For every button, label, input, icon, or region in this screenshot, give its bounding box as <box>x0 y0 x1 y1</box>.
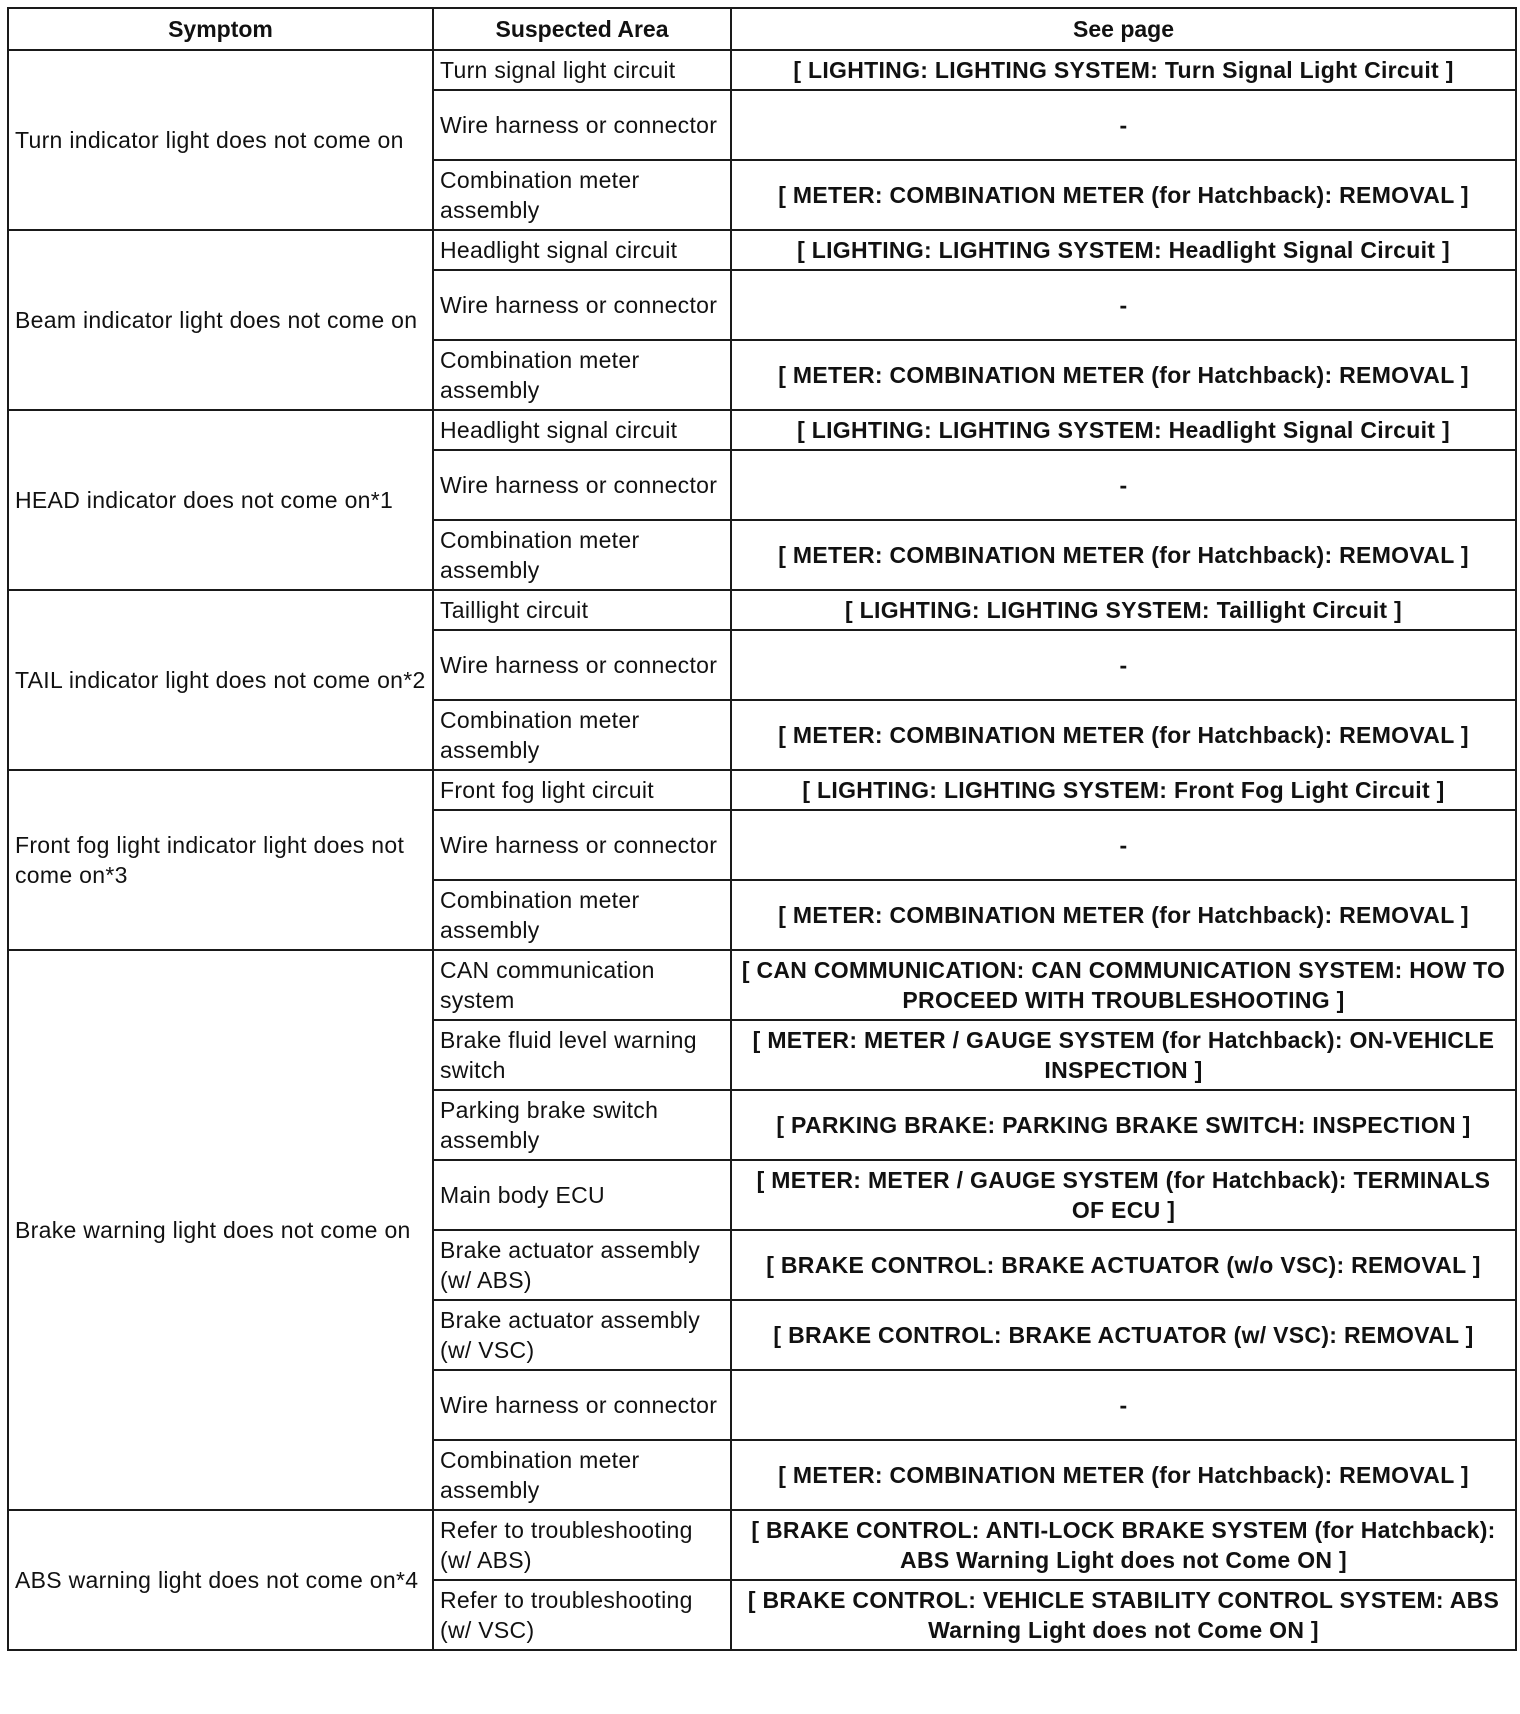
see-page-cell: - <box>731 810 1516 880</box>
suspected-area-cell: Taillight circuit <box>433 590 731 630</box>
suspected-area-cell: Brake actuator assembly (w/ ABS) <box>433 1230 731 1300</box>
see-page-link[interactable]: [ BRAKE CONTROL: VEHICLE STABILITY CONTROL SYSTEM: ABS Warning Light does not Come ON ] <box>731 1580 1516 1650</box>
symptom-cell: Brake warning light does not come on <box>8 950 433 1510</box>
suspected-area-cell: Main body ECU <box>433 1160 731 1230</box>
suspected-area-cell: Combination meter assembly <box>433 340 731 410</box>
see-page-link[interactable]: [ LIGHTING: LIGHTING SYSTEM: Headlight Signal Circuit ] <box>731 230 1516 270</box>
suspected-area-cell: Front fog light circuit <box>433 770 731 810</box>
table-row <box>8 230 1516 270</box>
see-page-link[interactable]: [ METER: METER / GAUGE SYSTEM (for Hatchback): TERMINALS OF ECU ] <box>731 1160 1516 1230</box>
table-row <box>8 770 1516 810</box>
suspected-area-cell: Wire harness or connector <box>433 1370 731 1440</box>
suspected-area-cell: Combination meter assembly <box>433 880 731 950</box>
symptom-cell: Front fog light indicator light does not come on*3 <box>8 770 433 950</box>
troubleshooting-table <box>7 7 1517 1651</box>
suspected-area-cell: CAN communication system <box>433 950 731 1020</box>
suspected-area-cell: Turn signal light circuit <box>433 50 731 90</box>
see-page-cell: - <box>731 450 1516 520</box>
symptom-cell: ABS warning light does not come on*4 <box>8 1510 433 1650</box>
table-row <box>8 50 1516 90</box>
suspected-area-cell: Combination meter assembly <box>433 700 731 770</box>
see-page-link[interactable]: [ METER: COMBINATION METER (for Hatchback): REMOVAL ] <box>731 520 1516 590</box>
see-page-link[interactable]: [ METER: COMBINATION METER (for Hatchback): REMOVAL ] <box>731 340 1516 410</box>
see-page-link[interactable]: [ METER: COMBINATION METER (for Hatchback): REMOVAL ] <box>731 1440 1516 1510</box>
see-page-cell: - <box>731 270 1516 340</box>
suspected-area-cell: Wire harness or connector <box>433 450 731 520</box>
suspected-area-cell: Wire harness or connector <box>433 90 731 160</box>
table-row <box>8 950 1516 1020</box>
header-row <box>8 8 1516 50</box>
suspected-area-cell: Refer to troubleshooting (w/ ABS) <box>433 1510 731 1580</box>
see-page-cell: - <box>731 630 1516 700</box>
see-page-link[interactable]: [ METER: COMBINATION METER (for Hatchback): REMOVAL ] <box>731 880 1516 950</box>
see-page-link[interactable]: [ LIGHTING: LIGHTING SYSTEM: Headlight Signal Circuit ] <box>731 410 1516 450</box>
see-page-link[interactable]: [ BRAKE CONTROL: BRAKE ACTUATOR (w/ VSC): REMOVAL ] <box>731 1300 1516 1370</box>
see-page-link[interactable]: [ CAN COMMUNICATION: CAN COMMUNICATION SYSTEM: HOW TO PROCEED WITH TROUBLESHOOTING ] <box>731 950 1516 1020</box>
see-page-cell: - <box>731 90 1516 160</box>
symptom-cell: Turn indicator light does not come on <box>8 50 433 230</box>
header-symptom: Symptom <box>8 8 433 50</box>
table-row <box>8 1510 1516 1580</box>
suspected-area-cell: Headlight signal circuit <box>433 410 731 450</box>
suspected-area-cell: Wire harness or connector <box>433 270 731 340</box>
symptom-cell: Beam indicator light does not come on <box>8 230 433 410</box>
see-page-link[interactable]: [ PARKING BRAKE: PARKING BRAKE SWITCH: INSPECTION ] <box>731 1090 1516 1160</box>
see-page-link[interactable]: [ METER: COMBINATION METER (for Hatchback): REMOVAL ] <box>731 700 1516 770</box>
suspected-area-cell: Wire harness or connector <box>433 630 731 700</box>
see-page-cell: - <box>731 1370 1516 1440</box>
see-page-link[interactable]: [ BRAKE CONTROL: BRAKE ACTUATOR (w/o VSC): REMOVAL ] <box>731 1230 1516 1300</box>
suspected-area-cell: Brake fluid level warning switch <box>433 1020 731 1090</box>
symptom-cell: HEAD indicator does not come on*1 <box>8 410 433 590</box>
suspected-area-cell: Refer to troubleshooting (w/ VSC) <box>433 1580 731 1650</box>
header-suspected-area: Suspected Area <box>433 8 731 50</box>
see-page-link[interactable]: [ METER: METER / GAUGE SYSTEM (for Hatchback): ON-VEHICLE INSPECTION ] <box>731 1020 1516 1090</box>
suspected-area-cell: Combination meter assembly <box>433 160 731 230</box>
suspected-area-cell: Headlight signal circuit <box>433 230 731 270</box>
suspected-area-cell: Combination meter assembly <box>433 1440 731 1510</box>
header-see-page: See page <box>731 8 1516 50</box>
see-page-link[interactable]: [ BRAKE CONTROL: ANTI-LOCK BRAKE SYSTEM (for Hatchback): ABS Warning Light does not Come ON ] <box>731 1510 1516 1580</box>
suspected-area-cell: Brake actuator assembly (w/ VSC) <box>433 1300 731 1370</box>
see-page-link[interactable]: [ LIGHTING: LIGHTING SYSTEM: Turn Signal Light Circuit ] <box>731 50 1516 90</box>
symptom-cell: TAIL indicator light does not come on*2 <box>8 590 433 770</box>
suspected-area-cell: Combination meter assembly <box>433 520 731 590</box>
suspected-area-cell: Parking brake switch assembly <box>433 1090 731 1160</box>
table-row <box>8 410 1516 450</box>
see-page-link[interactable]: [ LIGHTING: LIGHTING SYSTEM: Taillight Circuit ] <box>731 590 1516 630</box>
see-page-link[interactable]: [ METER: COMBINATION METER (for Hatchback): REMOVAL ] <box>731 160 1516 230</box>
suspected-area-cell: Wire harness or connector <box>433 810 731 880</box>
see-page-link[interactable]: [ LIGHTING: LIGHTING SYSTEM: Front Fog Light Circuit ] <box>731 770 1516 810</box>
table-row <box>8 590 1516 630</box>
